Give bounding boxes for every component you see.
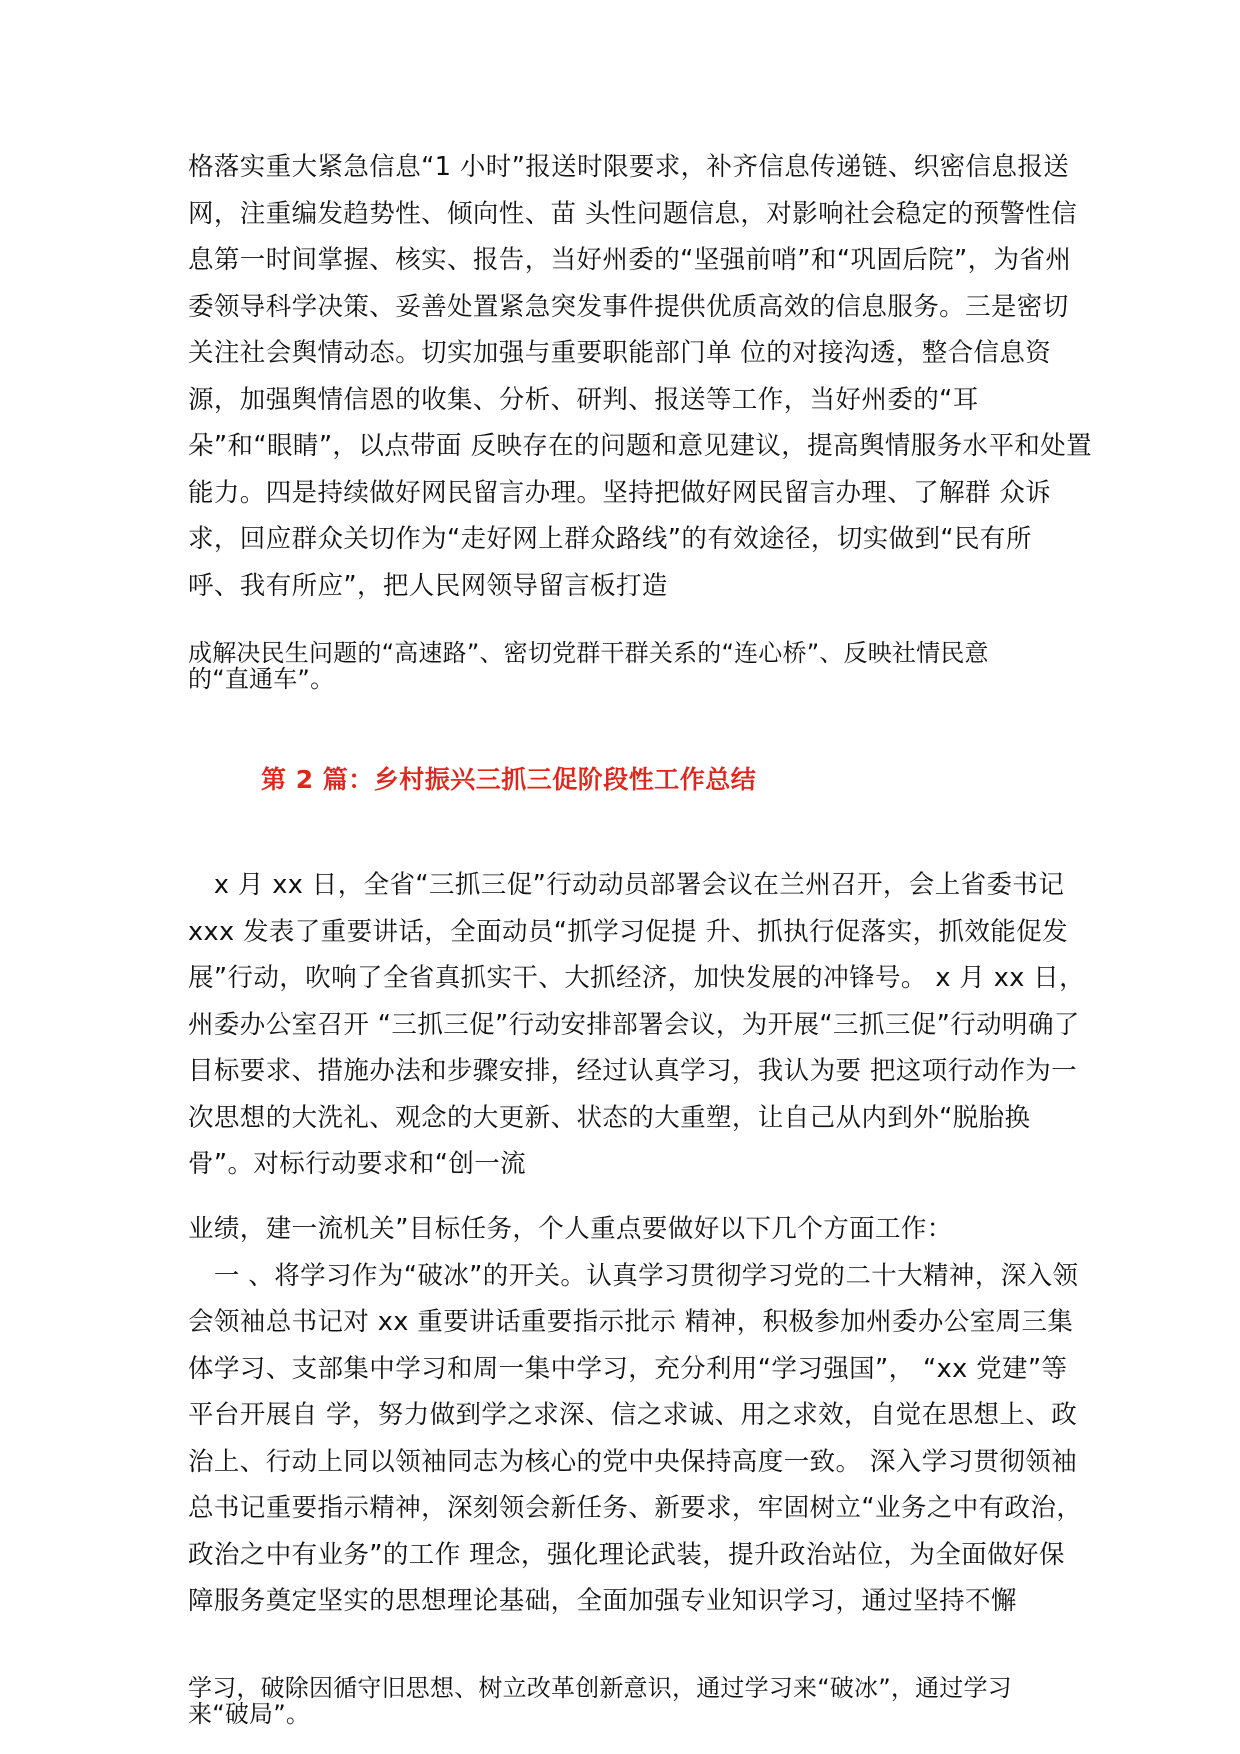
text-line: 业绩，建一流机关”目标任务，个人重点要做好以下几个方面工作： [188, 1214, 953, 1244]
text-line: 网，注重编发趋势性、倾向性、苗 头性问题信息，对影响社会稳定的预警性信 [188, 198, 1078, 229]
paragraph-study [188, 1206, 1083, 1625]
text-line: 会领袖总书记对 xx 重要讲话重要指示批示 精神，积极参加州委办公室周三集 [188, 1307, 1074, 1337]
paragraph-information-work [188, 144, 1093, 609]
text-line: 目标要求、措施办法和步骤安排，经过认真学习，我认为要 把这项行动作为一 [188, 1056, 1078, 1086]
text-line: 政治之中有业务”的工作 理念，强化理论武装，提升政治站位，为全面做好保 [188, 1539, 1065, 1570]
text-line: 成解决民生问题的“高速路”、密切党群干群关系的“连心桥”、反映社情民意 [188, 639, 989, 667]
text-line: 息第一时间掌握、核实、报告，当好州委的“坚强前哨”和“巩固后院”，为省州 [188, 245, 1072, 275]
text-line: 求，回应群众关切作为“走好网上群众路线”的有效途径，切实做到“民有所 [188, 524, 1032, 554]
paragraph-intro [188, 862, 1086, 1188]
text-line: 一 、将学习作为“破冰”的开关。认真学习贯彻学习党的二十大精神，深入领 [188, 1260, 1079, 1291]
text-line: 委领导科学决策、妥善处置紧急突发事件提供优质高效的信息服务。三是密切 [188, 291, 1069, 322]
text-line: x 月 xx 日，全省“三抓三促”行动动员部署会议在兰州召开，会上省委书记 [188, 870, 1065, 900]
text-line: 学习，破除因循守旧思想、树立改革创新意识，通过学习来“破冰”，通过学习 [188, 1674, 1012, 1702]
text-line: 总书记重要指示精神，深刻领会新任务、新要求，牢固树立“业务之中有政治， [188, 1493, 1083, 1523]
text-line: 关注社会舆情动态。切实加强与重要职能部门单 位的对接沟透，整合信息资 [188, 338, 1052, 368]
text-line: 来“破局”。 [188, 1700, 311, 1728]
article-heading: 第 2 篇：乡村振兴三抓三促阶段性工作总结 [261, 765, 757, 794]
text-line: 治上、行动上同以领袖同志为核心的党中央保持高度一致。 深入学习贯彻领袖 [188, 1446, 1078, 1477]
paragraph-study-continuation [188, 1675, 1068, 1727]
text-line: xxx 发表了重要讲话，全面动员“抓学习促提 升、抓执行促落实，抓效能促发 [188, 916, 1068, 947]
text-line: 朵”和“眼睛”，以点带面 反映存在的问题和意见建议，提高舆情服务水平和处置 [188, 431, 1093, 461]
text-line: 源，加强舆情信恩的收集、分析、研判、报送等工作，当好州委的“耳 [188, 384, 979, 415]
text-line: 的“直通车”。 [188, 665, 335, 693]
text-line: 展”行动，吹响了全省真抓实干、大抓经济，加快发展的冲锋号。 x 月 xx 日， [188, 963, 1086, 993]
text-line: 障服务奠定坚实的思想理论基础，全面加强专业知识学习，通过坚持不懈 [188, 1586, 1017, 1616]
text-line: 骨”。对标行动要求和“创一流 [188, 1149, 527, 1179]
text-line: 呼、我有所应”，把人民网领导留言板打造 [188, 570, 668, 601]
text-line: 州委办公室召开 “三抓三促”行动安排部署会议，为开展“三抓三促”行动明确了 [188, 1009, 1080, 1040]
text-line: 格落实重大紧急信息“1 小时”报送时限要求，补齐信息传递链、织密信息报送 [188, 152, 1070, 182]
text-line: 次思想的大洗礼、观念的大更新、状态的大重塑，让自己从内到外“脱胎换 [188, 1102, 1031, 1133]
text-line: 体学习、支部集中学习和周一集中学习，充分利用“学习强国”， “xx 党建”等 [188, 1353, 1068, 1384]
text-line: 能力。四是持续做好网民留言办理。坚持把做好网民留言办理、了解群 众诉 [188, 477, 1052, 508]
text-line: 平台开展自 学，努力做到学之求深、信之求诚、用之求效，自觉在思想上、政 [188, 1400, 1078, 1430]
paragraph-continuation [188, 640, 1068, 692]
